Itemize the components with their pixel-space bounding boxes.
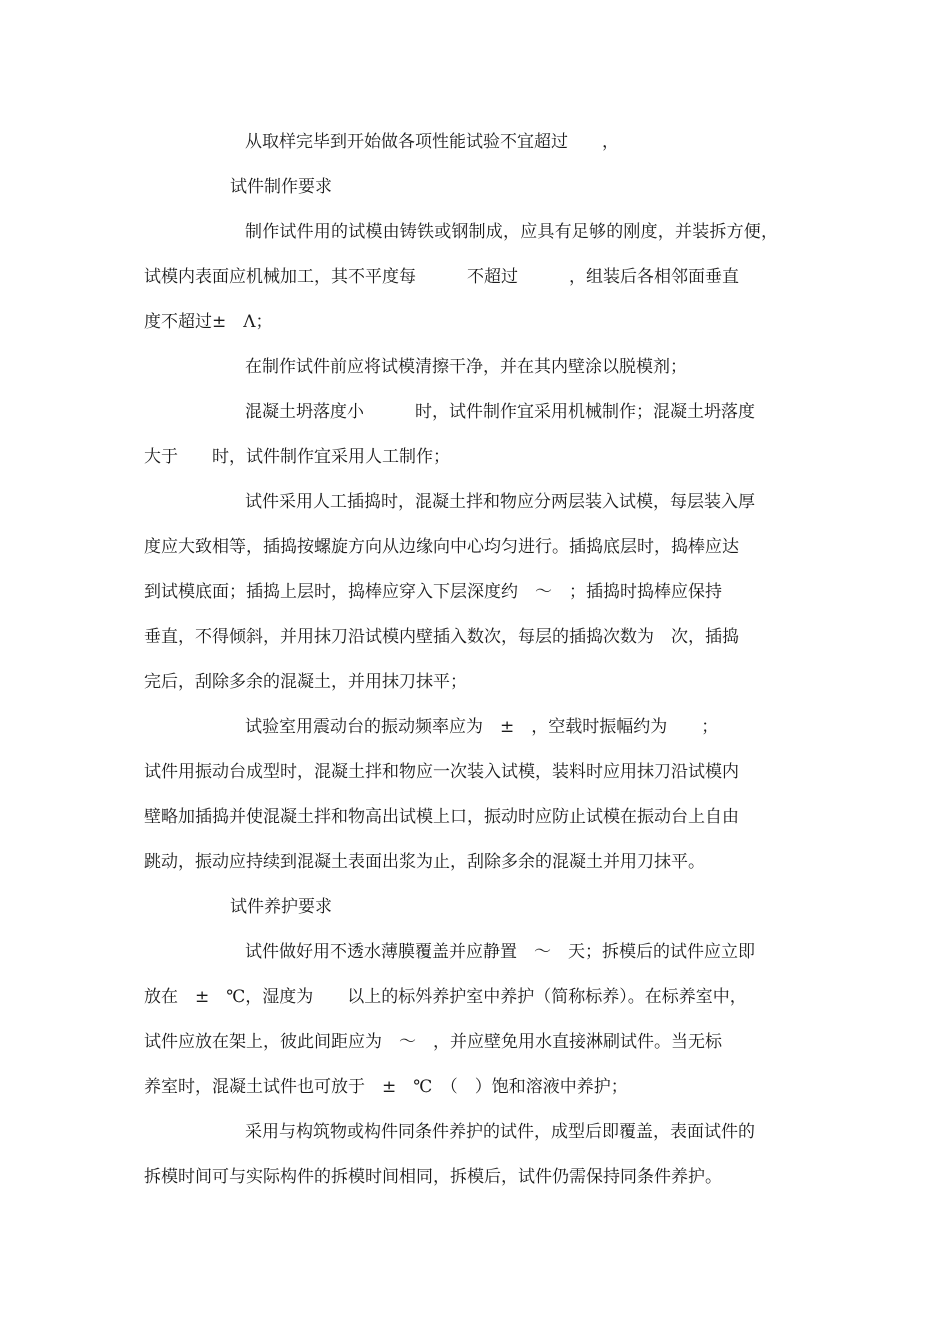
paragraph-mold-line-2: 试模内表面应机械加工，其不平度每 不超过 ，组装后各相邻面垂直 bbox=[144, 267, 739, 287]
paragraph-manual-tamping-line-3: 到试模底面；插捣上层时，捣棒应穿入下层深度约 ～ ；插捣时捣棒应保持 bbox=[144, 582, 722, 602]
paragraph-manual-tamping-line-1: 试件采用人工插捣时，混凝土拌和物应分两层装入试模，每层装入厚 bbox=[245, 492, 755, 512]
paragraph-manual-tamping-line-4: 垂直，不得倾斜，并用抹刀沿试模内壁插入数次，每层的插捣次数为 次，插捣 bbox=[144, 627, 739, 647]
paragraph-sampling-time: 从取样完毕到开始做各项性能试验不宜超过 ， bbox=[245, 132, 619, 152]
paragraph-slump-line-2: 大于 时，试件制作宜采用人工制作； bbox=[144, 447, 450, 467]
paragraph-standard-curing-line-4: 养室时，混凝土试件也可放于 ± ℃ （ ）饱和溶液中养护； bbox=[144, 1077, 628, 1097]
paragraph-standard-curing-line-3: 试件应放在架上，彼此间距应为 ～ ，并应壁免用水直接淋刷试件。当无标 bbox=[144, 1032, 722, 1052]
paragraph-vibration-line-1: 试验室用震动台的振动频率应为 ± ，空载时振幅约为 ； bbox=[245, 717, 719, 737]
section-heading-specimen-curing: 试件养护要求 bbox=[230, 897, 332, 917]
paragraph-manual-tamping-line-2: 度应大致相等，插捣按螺旋方向从边缘向中心均匀进行。插捣底层时，捣棒应达 bbox=[144, 537, 739, 557]
paragraph-same-condition-line-2: 拆模时间可与实际构件的拆模时间相同，拆模后，试件仍需保持同条件养护。 bbox=[144, 1167, 722, 1187]
paragraph-mold-line-3: 度不超过± Λ； bbox=[144, 312, 273, 332]
section-heading-specimen-making: 试件制作要求 bbox=[230, 177, 332, 197]
paragraph-standard-curing-line-1: 试件做好用不透水薄膜覆盖并应静置 ～ 天；拆模后的试件应立即 bbox=[245, 942, 755, 962]
paragraph-vibration-line-2: 试件用振动台成型时，混凝土拌和物应一次装入试模，装料时应用抹刀沿试模内 bbox=[144, 762, 739, 782]
paragraph-slump-line-1: 混凝土坍落度小 时，试件制作宜采用机械制作；混凝土坍落度 bbox=[245, 402, 755, 422]
paragraph-vibration-line-4: 跳动，振动应持续到混凝土表面出浆为止，刮除多余的混凝土并用刀抹平。 bbox=[144, 852, 705, 872]
paragraph-manual-tamping-line-5: 完后，刮除多余的混凝土，并用抹刀抹平； bbox=[144, 672, 467, 692]
paragraph-release-agent: 在制作试件前应将试模清擦干净，并在其内壁涂以脱模剂； bbox=[245, 357, 687, 377]
paragraph-standard-curing-line-2: 放在 ± ℃，湿度为 以上的标斘养护室中养护（简称标养）。在标养室中， bbox=[144, 987, 747, 1007]
paragraph-same-condition-line-1: 采用与构筑物或构件同条件养护的试件，成型后即覆盖，表面试件的 bbox=[245, 1122, 755, 1142]
paragraph-vibration-line-3: 壁略加插捣并使混凝土拌和物高出试模上口，振动时应防止试模在振动台上自由 bbox=[144, 807, 739, 827]
paragraph-mold-line-1: 制作试件用的试模由铸铁或钢制成，应具有足够的刚度，并装拆方便， bbox=[245, 222, 779, 242]
